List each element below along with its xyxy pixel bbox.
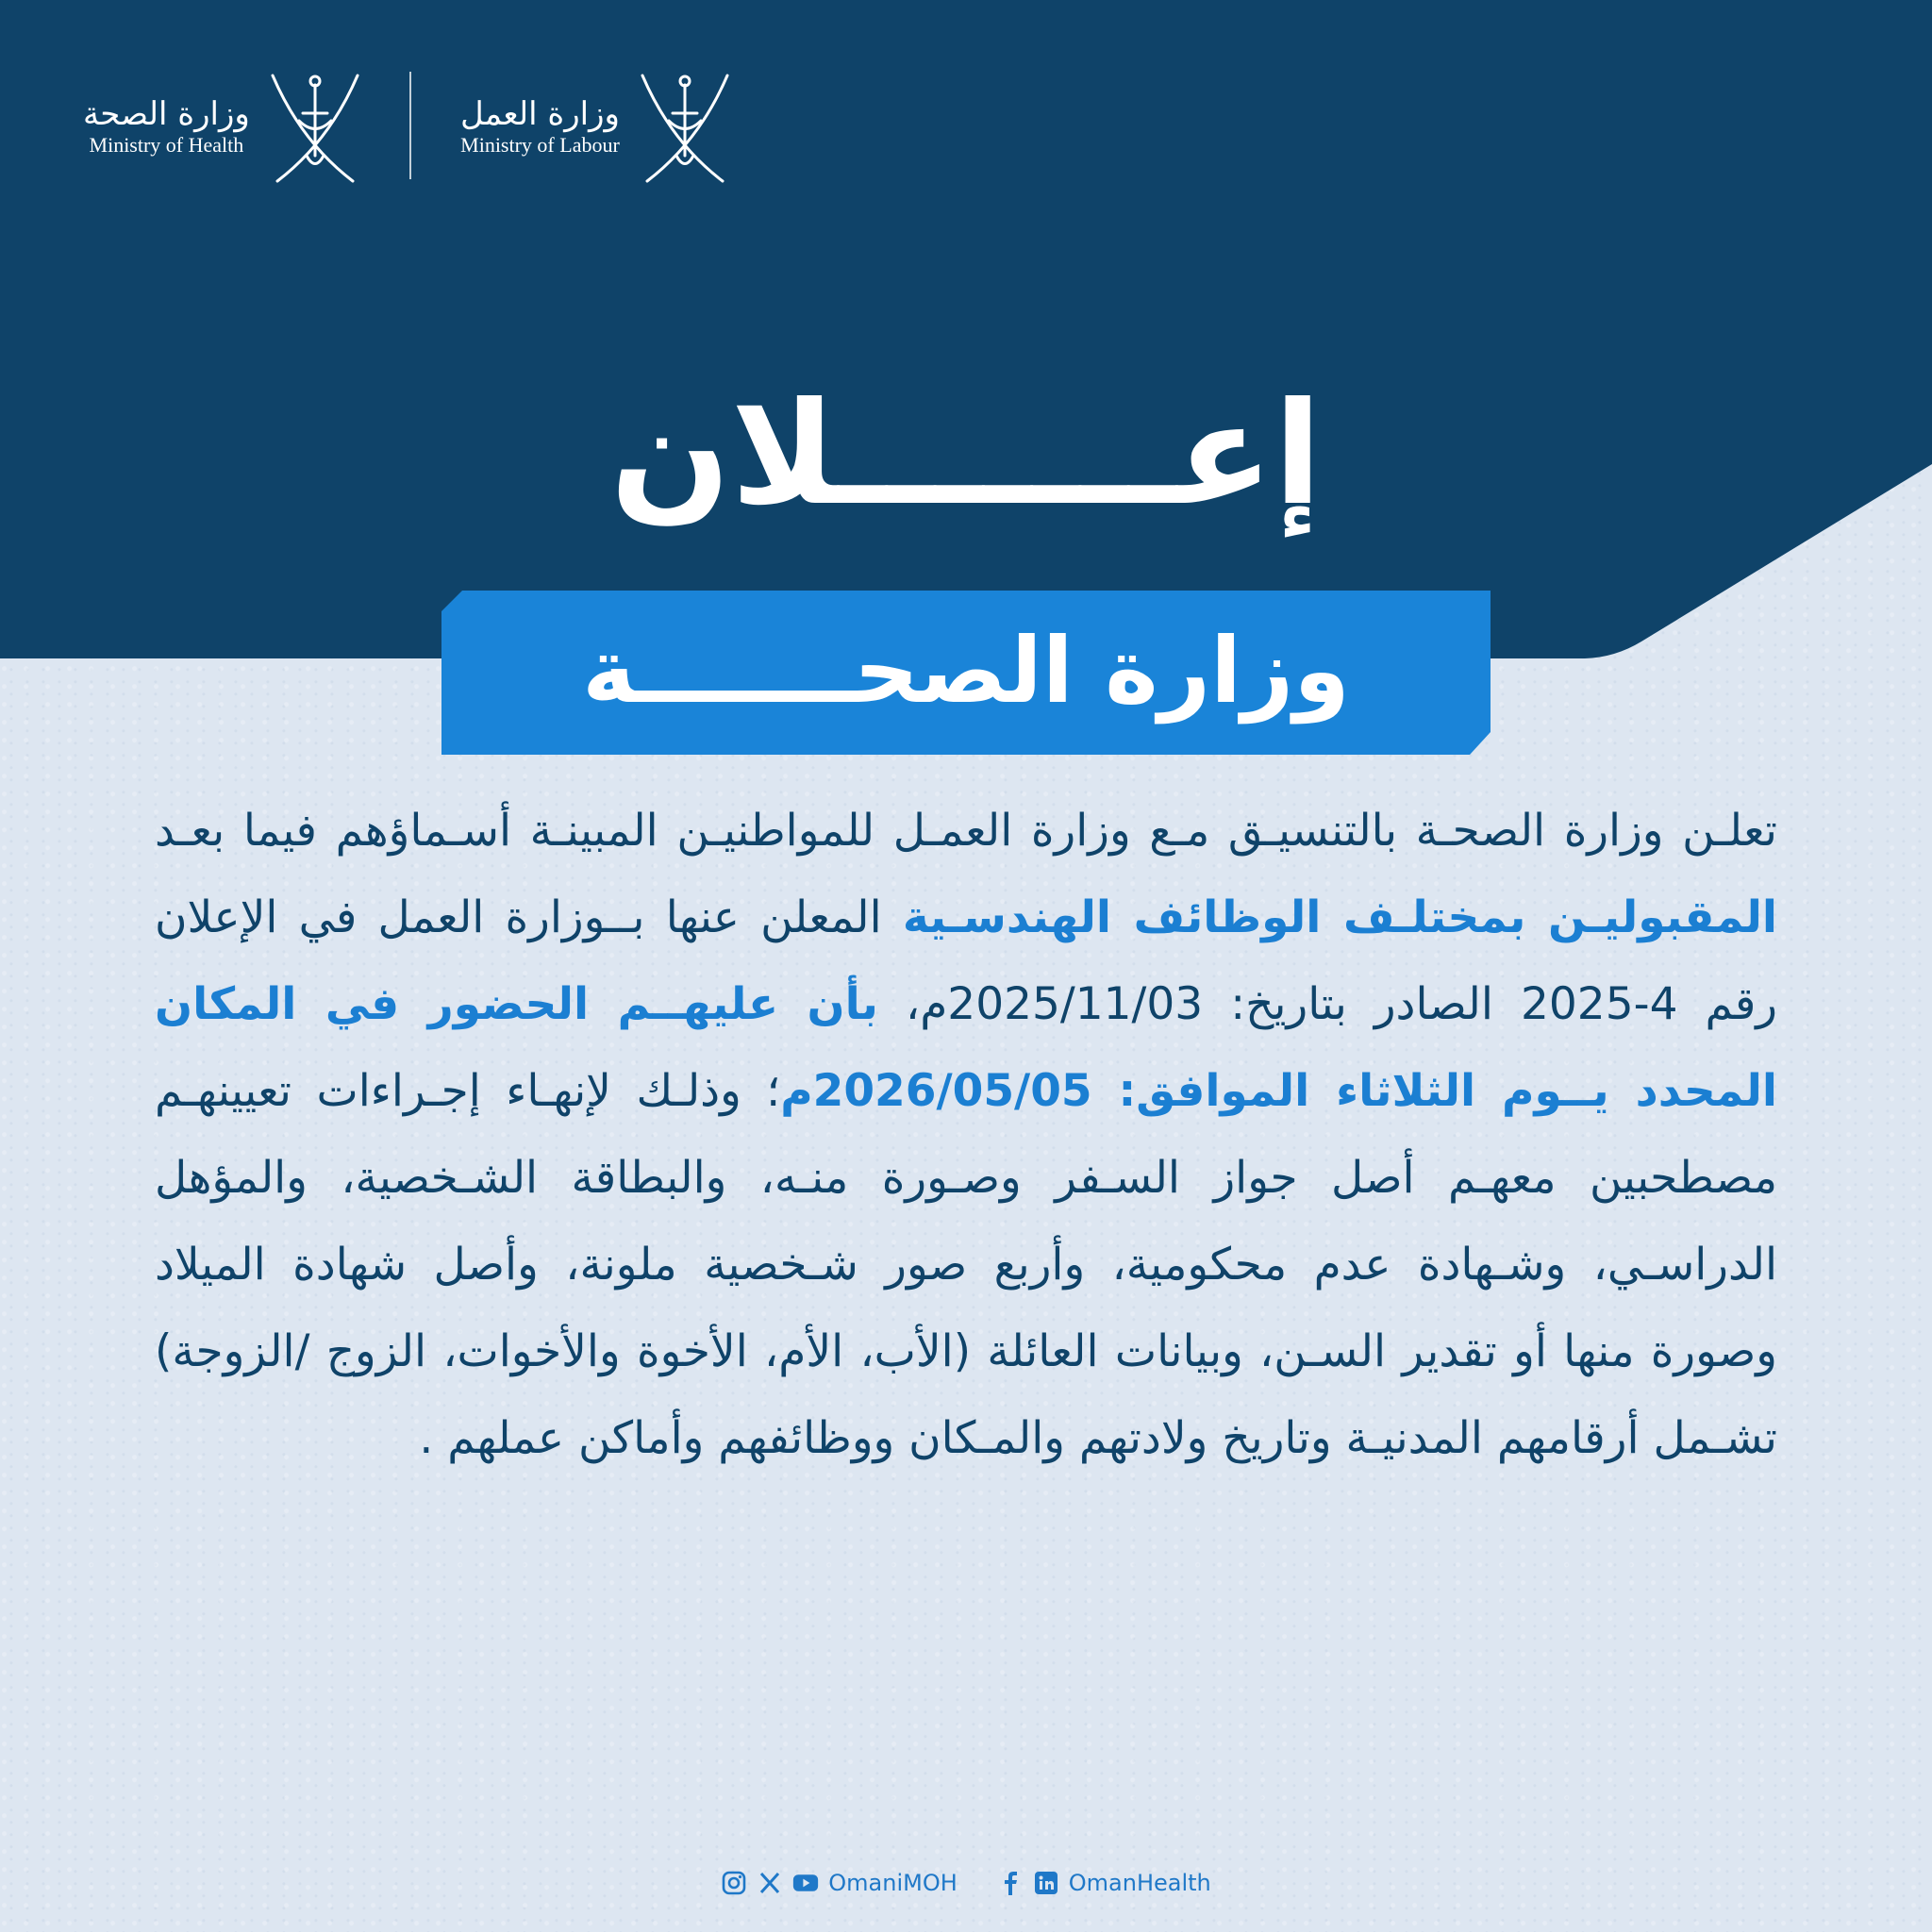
announcement-body [155,788,1777,1482]
banner-title: وزارة الصحـــــــة [582,618,1350,724]
highlight-accepted-positions: المقبوليـن بمختلـف الوظائف الهندسـية [902,891,1777,943]
linkedin-icon[interactable] [1033,1870,1059,1896]
instagram-icon[interactable] [721,1870,747,1896]
body-text-part-3: ؛ وذلـك لإنهـاء إجـراءات تعيينهـم مصطحبين معهـم أصل جواز السـفر وصـورة منـه، والبطاقة الشـخصية، والمؤهل الدراسـي، وشـهادة عدم محكومية، وأربع صور شـخصية ملونة، وأصل شهادة الميلاد وصورة منها أو تقدير السـن، وبيانات العائلة (الأب، الأم، الأخوة والأخوات، الزوج /الزوجة) تشـمل أرقامهم المدنيـة وتاريخ ولادتهم والمـكان ووظائفهم وأماكن عملهم . [155,1065,1777,1464]
ministry-of-health-logo [83,66,367,189]
facebook-icon[interactable] [997,1870,1024,1896]
oman-emblem-icon [263,66,367,189]
footer-handle-health[interactable]: OmanHealth [1068,1870,1211,1896]
ministry-banner [441,591,1491,755]
oman-emblem-icon [633,66,737,189]
health-logo-arabic: وزارة الصحة [83,95,250,134]
body-text-part-1: تعلـن وزارة الصحـة بالتنسيـق مـع وزارة العمـل للمواطنيـن المبينـة أسـماؤهم فيما بعـد [155,805,1777,857]
footer-handle-moh[interactable]: OmaniMOH [828,1870,958,1896]
health-logo-english: Ministry of Health [89,132,244,157]
page-title: إعـــــــلان [609,373,1323,537]
labour-logo-arabic: وزارة العمل [460,95,620,134]
youtube-icon[interactable] [792,1870,819,1896]
x-icon[interactable] [757,1870,783,1896]
social-footer [0,1864,1932,1902]
labour-logo-english: Ministry of Labour [460,132,620,157]
highlight-attendance-date: بأن عليهــم الحضور في المكان المحدد يــوم الثلاثاء الموافق: 2026/05/05م [155,978,1777,1117]
ministry-of-labour-logo [460,66,737,189]
logo-divider [409,72,411,179]
body-text-part-2: المعلن عنها بــوزارة العمل في الإعلان رقم 4-2025 الصادر بتاريخ: 2025/11/03م، [155,891,1777,1030]
